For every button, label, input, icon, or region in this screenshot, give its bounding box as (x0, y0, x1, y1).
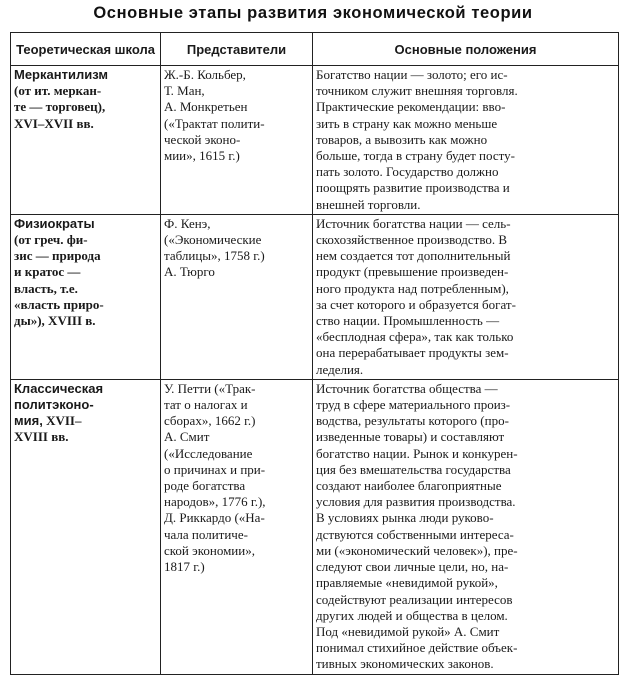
positions-cell: Источник богатства нации — сель- скохозяйственное производство. В нем создается тот дополнительный продукт (превышение произведен- ного продукта над потребленным), за счет которого и образуется богат- ство нации. Промышленность — «бесплодная сфера», так как только она перерабатывает продукты зем- леделия. (313, 214, 619, 379)
table-row (11, 214, 619, 379)
header-school: Теоретическая школа (11, 33, 161, 66)
school-description: (от ит. меркан- те — торговец), XVI–XVII вв. (14, 83, 106, 131)
table-row (11, 379, 619, 674)
school-cell (11, 214, 161, 379)
representatives-cell: Ф. Кенэ, («Экономические таблицы», 1758 г.) А. Тюрго (161, 214, 313, 379)
school-name: Меркантилизм (14, 67, 108, 82)
positions-cell: Богатство нации — золото; его ис- точником служит внешняя торговля. Практические рекомендации: вво- зить в страну как можно меньше товаров, а вывозить как можно больше, тогда в страну будет посту- пать золото. Государство должно поощрять развитие производства и внешней торговли. (313, 66, 619, 215)
representatives-cell: Ж.-Б. Кольбер, Т. Ман, А. Монкретьен («Трактат полити- ческой эконо- мии», 1615 г.) (161, 66, 313, 215)
representatives-cell: У. Петти («Трак- тат о налогах и сборах», 1662 г.) А. Смит («Исследование о причинах и при- роде богатства народов», 1776 г.), Д. Риккардо («На- чала политиче- ской экономии», 1817 г.) (161, 379, 313, 674)
page-title: Основные этапы развития экономической теории (93, 4, 533, 22)
header-positions: Основные положения (313, 33, 619, 66)
school-cell (11, 66, 161, 215)
school-description: XVII– XVIII вв. (14, 413, 82, 445)
table-row (11, 66, 619, 215)
school-name: Классическая политэконо- мия, (14, 380, 104, 429)
economic-theory-table (10, 32, 619, 675)
school-name: Физиократы (14, 215, 95, 231)
positions-cell: Источник богатства общества — труд в сфере материального произ- водства, результаты которого (про- изведенные товары) и составляют богатство нации. Рынок и конкурен- ция без вмешательства государства создают наиболее благоприятные условия для развития производства. В условиях рынка люди руково- дствуются собственными интереса- ми («экономический человек»), пре- следуют свои личные цели, но, на- правляемые «невидимой рукой», содействуют реализации интересов других людей и общества в целом. Под «невидимой рукой» А. Смит понимал стихийное действие объек- тивных экономических законов. (313, 379, 619, 674)
school-cell (11, 379, 161, 674)
header-representatives: Представители (161, 33, 313, 66)
school-description: (от греч. фи- зис — природа и кратос — власть, т.е. «власть приро- ды»), XVIII в. (14, 232, 104, 329)
table-header-row (11, 33, 619, 66)
